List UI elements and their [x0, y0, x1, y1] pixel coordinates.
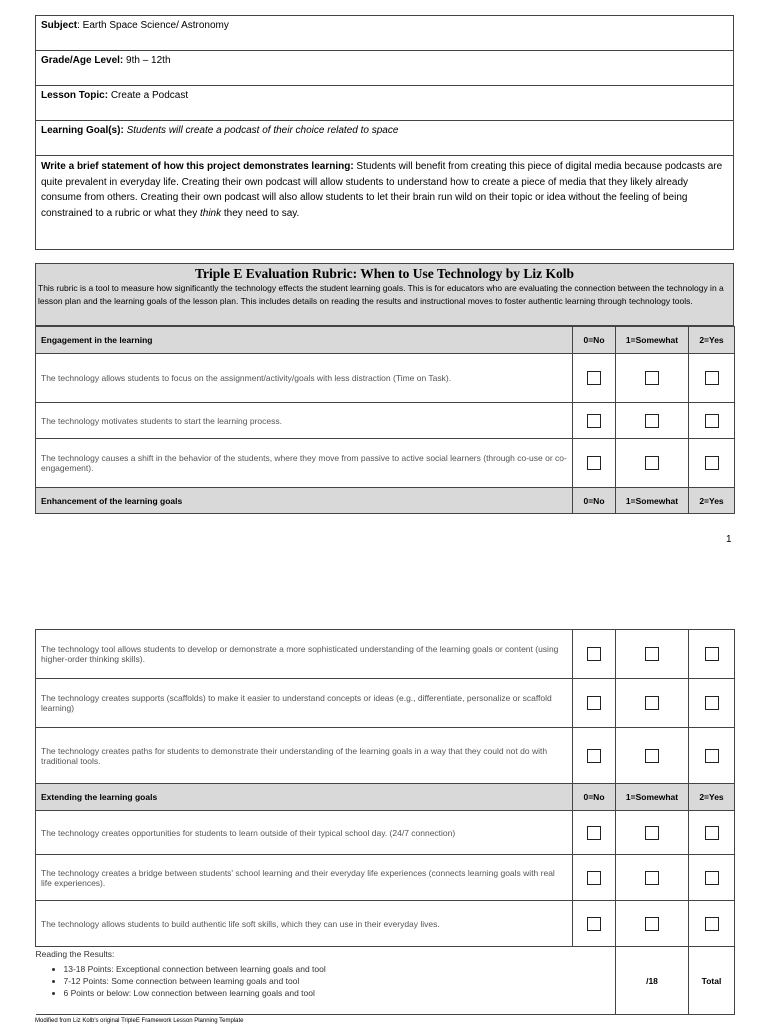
- statement-text-2: they need to say.: [221, 207, 300, 219]
- rubric-table-page-2: [35, 629, 735, 1015]
- rubric-title: Triple E Evaluation Rubric: When to Use Technology by Liz Kolb: [194, 266, 575, 281]
- subject-value: : Earth Space Science/ Astronomy: [77, 20, 229, 31]
- table-row: [36, 728, 735, 784]
- checkbox-somewhat[interactable]: [645, 456, 659, 470]
- table-row: [36, 855, 735, 901]
- col-no-label: 0=No: [573, 488, 616, 514]
- checkbox-no[interactable]: [587, 696, 601, 710]
- col-yes-label: 2=Yes: [689, 784, 735, 811]
- checkbox-no[interactable]: [587, 456, 601, 470]
- subject-label: Subject: [41, 20, 78, 31]
- rubric-description: This rubric is a tool to measure how significantly the technology effects the student learning goals. This is for educators who are evaluating the connection between the technology in a lesson plan and the learning goals of the lesson plan. This includes details on reading the results and instructional moves to foster authentic learning through technology tools.: [38, 283, 724, 306]
- checkbox-somewhat[interactable]: [645, 647, 659, 661]
- page-number: 1: [726, 534, 732, 545]
- goal-value: Students will create a podcast of their choice related to space: [123, 125, 399, 136]
- criterion-text: The technology allows students to build authentic life soft skills, which they can use in their everyday lives.: [36, 901, 573, 947]
- criterion-text: The technology tool allows students to develop or demonstrate a more sophisticated understanding of the learning goals or content (using higher-order thinking skills).: [36, 630, 573, 679]
- statement-emphasis: think: [199, 207, 222, 219]
- topic-label: Lesson Topic:: [41, 90, 109, 101]
- engagement-header-row: [36, 327, 735, 354]
- checkbox-somewhat[interactable]: [645, 371, 659, 385]
- statement-row: [35, 155, 734, 250]
- criterion-text: The technology creates paths for students to demonstrate their understanding of the learning goals in a way that they could not do with traditional tools.: [36, 728, 573, 784]
- results-list: [36, 963, 616, 999]
- statement-text-1: Students will benefit from creating this piece of digital media because podcasts are quite prevalent in everyday life. Creating their own podcast will allow students to understand how to create a piece of media that they likely already consume from others. Creating their own podcast will also allow students to let their brain run wild on their topic or idea without the feeling of being constrained to a rubric or what they: [41, 161, 723, 219]
- checkbox-no[interactable]: [587, 749, 601, 763]
- criterion-text: The technology creates opportunities for students to learn outside of their typical school day. (24/7 connection): [36, 811, 573, 855]
- checkbox-somewhat[interactable]: [645, 826, 659, 840]
- checkbox-yes[interactable]: [705, 871, 719, 885]
- footnote: Modified from Liz Kolb's original TripleE Framework Lesson Planning Template: [35, 1018, 244, 1024]
- table-row: [36, 811, 735, 855]
- criterion-text: The technology allows students to focus on the assignment/activity/goals with less distraction (Time on Task).: [36, 354, 573, 403]
- criterion-text: The technology creates a bridge between students' school learning and their everyday life experiences (connects learning goals with real life experiences).: [36, 855, 573, 901]
- grade-row: [35, 50, 734, 86]
- score-out-of: /18: [616, 947, 689, 1015]
- table-row: [36, 901, 735, 947]
- subject-row: [35, 15, 734, 51]
- enhancement-header: Enhancement of the learning goals: [36, 488, 573, 514]
- goal-row: [35, 120, 734, 156]
- list-item: • 13-18 Points: Exceptional connection between learning goals and tool: [64, 963, 616, 975]
- checkbox-yes[interactable]: [705, 456, 719, 470]
- checkbox-yes[interactable]: [705, 371, 719, 385]
- checkbox-no[interactable]: [587, 871, 601, 885]
- checkbox-no[interactable]: [587, 371, 601, 385]
- checkbox-somewhat[interactable]: [645, 749, 659, 763]
- results-cell: [36, 947, 616, 1015]
- topic-row: [35, 85, 734, 121]
- checkbox-no[interactable]: [587, 917, 601, 931]
- statement-label: Write a brief statement of how this project demonstrates learning:: [41, 161, 354, 172]
- checkbox-no[interactable]: [587, 826, 601, 840]
- checkbox-no[interactable]: [587, 414, 601, 428]
- col-no-label: 0=No: [573, 327, 616, 354]
- col-somewhat-label: 1=Somewhat: [616, 488, 689, 514]
- engagement-header: Engagement in the learning: [36, 327, 573, 354]
- extending-header: Extending the learning goals: [36, 784, 573, 811]
- grade-label: Grade/Age Level:: [41, 55, 127, 66]
- results-label: Reading the Results:: [35, 949, 115, 959]
- rubric-table-page-1: [35, 326, 735, 514]
- table-row: [36, 630, 735, 679]
- enhancement-header-row: [36, 488, 735, 514]
- goal-label: Learning Goal(s):: [41, 125, 124, 136]
- table-row: [36, 679, 735, 728]
- checkbox-yes[interactable]: [705, 917, 719, 931]
- table-row: [36, 354, 735, 403]
- col-yes-label: 2=Yes: [689, 488, 735, 514]
- total-label: Total: [689, 947, 735, 1015]
- col-no-label: 0=No: [573, 784, 616, 811]
- table-row: [36, 403, 735, 439]
- col-yes-label: 2=Yes: [689, 327, 735, 354]
- checkbox-yes[interactable]: [705, 647, 719, 661]
- list-item: • 7-12 Points: Some connection between learning goals and tool: [64, 975, 616, 987]
- criterion-text: The technology motivates students to start the learning process.: [36, 403, 573, 439]
- checkbox-yes[interactable]: [705, 414, 719, 428]
- criterion-text: The technology creates supports (scaffolds) to make it easier to understand concepts or ideas (e.g., differentiate, personalize or scaffold learning): [36, 679, 573, 728]
- col-somewhat-label: 1=Somewhat: [616, 784, 689, 811]
- list-item: • 6 Points or below: Low connection between learning goals and tool: [64, 987, 616, 999]
- checkbox-somewhat[interactable]: [645, 871, 659, 885]
- rubric-title-block: [35, 263, 734, 326]
- checkbox-no[interactable]: [587, 647, 601, 661]
- results-row: [36, 947, 735, 1015]
- checkbox-somewhat[interactable]: [645, 696, 659, 710]
- topic-value: Create a Podcast: [108, 90, 189, 101]
- checkbox-yes[interactable]: [705, 826, 719, 840]
- extending-header-row: [36, 784, 735, 811]
- checkbox-yes[interactable]: [705, 749, 719, 763]
- criterion-text: The technology causes a shift in the behavior of the students, where they move from passive to active social learners (through co-use or co-engagement).: [36, 439, 573, 488]
- col-somewhat-label: 1=Somewhat: [616, 327, 689, 354]
- grade-value: 9th – 12th: [126, 55, 171, 66]
- checkbox-yes[interactable]: [705, 696, 719, 710]
- checkbox-somewhat[interactable]: [645, 917, 659, 931]
- checkbox-somewhat[interactable]: [645, 414, 659, 428]
- table-row: [36, 439, 735, 488]
